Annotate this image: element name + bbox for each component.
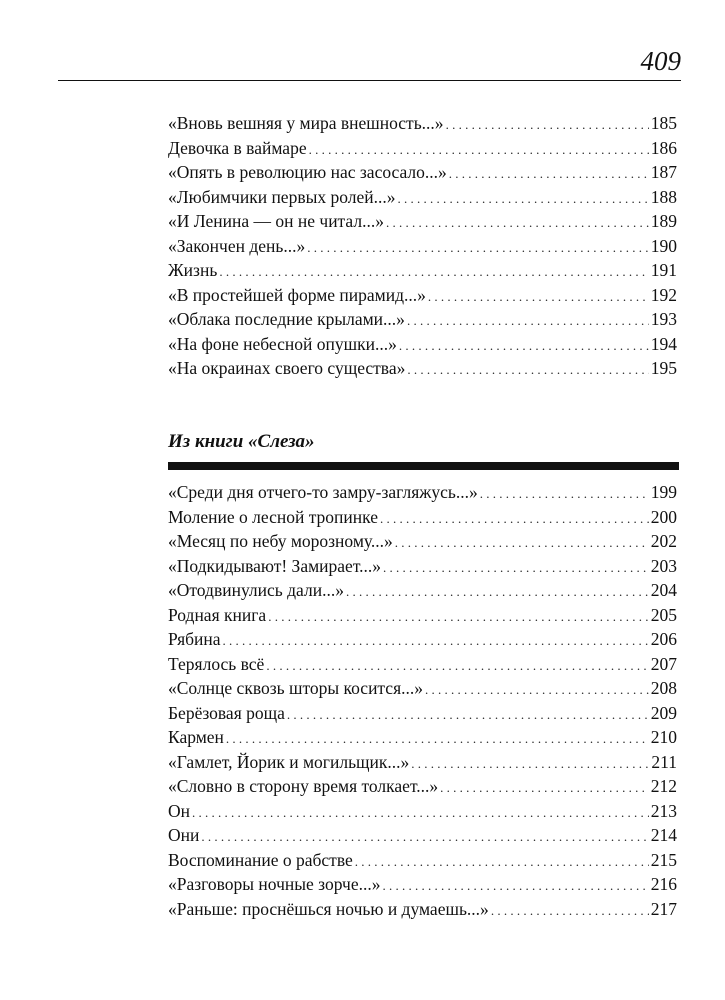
toc-entry-page: 210 xyxy=(650,727,677,747)
toc-entry-title: «В простейшей форме пирамид...» xyxy=(168,284,426,305)
toc-entry xyxy=(168,160,677,185)
toc-entry-page: 195 xyxy=(650,358,677,378)
toc-entry-page: 194 xyxy=(650,333,677,354)
page-number: 409 xyxy=(640,46,681,76)
toc-entry-title: «На фоне небесной опушки...» xyxy=(168,333,397,354)
toc-dot-leader xyxy=(425,678,649,703)
toc-entry xyxy=(168,627,677,652)
toc-entry xyxy=(168,283,677,308)
toc-entry-page: 216 xyxy=(650,874,677,894)
toc-dot-leader xyxy=(395,531,649,556)
toc-dot-leader xyxy=(407,309,649,334)
toc-dot-leader xyxy=(382,874,648,899)
toc-entry-title: «Опять в революцию нас засосало...» xyxy=(168,162,447,182)
toc-entry-page: 204 xyxy=(650,580,677,600)
toc-dot-leader xyxy=(307,236,649,261)
section-divider-bar xyxy=(168,462,679,470)
toc-entry xyxy=(168,676,677,701)
toc-entry-title: «Облака последние крылами...» xyxy=(168,309,405,329)
toc-entry-page: 209 xyxy=(650,702,677,723)
toc-entry xyxy=(168,332,677,357)
toc-entry xyxy=(168,258,677,283)
toc-entry xyxy=(168,872,677,897)
toc-entry-page: 206 xyxy=(650,629,677,649)
toc-entry-title: «Любимчики первых ролей...» xyxy=(168,186,396,207)
toc-dot-leader xyxy=(386,211,649,236)
toc-entry-title: «Подкидывают! Замирает...» xyxy=(168,555,382,576)
toc-entry-title: Терялось всё xyxy=(168,653,265,674)
toc-entry-title: «Среди дня отчего-то замру-загляжусь...» xyxy=(168,482,478,502)
toc-entry xyxy=(168,603,677,628)
toc-entry-title: Родная книга xyxy=(168,604,267,625)
toc-entry-title: Он xyxy=(168,800,191,821)
toc-entry xyxy=(168,823,677,848)
section-heading: Из книги «Слеза» xyxy=(168,431,315,452)
toc-list-second xyxy=(168,480,677,921)
toc-dot-leader xyxy=(226,727,649,752)
toc-dot-leader xyxy=(287,703,649,728)
toc-dot-leader xyxy=(480,482,649,507)
toc-entry xyxy=(168,652,677,677)
toc-entry-title: Кармен xyxy=(168,727,224,747)
toc-entry-title: «Закончен день...» xyxy=(168,235,306,256)
toc-entry-title: «Словно в сторону время толкает...» xyxy=(168,776,439,796)
toc-entry-page: 202 xyxy=(650,531,677,551)
toc-dot-leader xyxy=(449,162,649,187)
toc-entry-page: 187 xyxy=(650,162,677,182)
toc-entry xyxy=(168,750,677,775)
toc-entry xyxy=(168,554,677,579)
toc-entry-title: Они xyxy=(168,825,200,845)
toc-dot-leader xyxy=(346,580,649,605)
toc-entry-page: 193 xyxy=(650,309,677,329)
toc-dot-leader xyxy=(428,285,649,310)
toc-entry xyxy=(168,209,677,234)
toc-entry-page: 212 xyxy=(650,776,677,796)
toc-dot-leader xyxy=(355,850,649,875)
toc-entry-page: 208 xyxy=(650,678,677,698)
toc-dot-leader xyxy=(266,654,648,679)
toc-entry-title: Девочка в ваймаре xyxy=(168,137,307,158)
toc-entry-page: 207 xyxy=(650,653,677,674)
header-rule xyxy=(58,80,681,81)
toc-entry-page: 217 xyxy=(650,898,677,919)
toc-entry-page: 191 xyxy=(650,260,677,280)
toc-entry-page: 192 xyxy=(650,284,677,305)
toc-entry xyxy=(168,111,677,136)
toc-entry xyxy=(168,725,677,750)
toc-entry xyxy=(168,578,677,603)
toc-entry-title: Рябина xyxy=(168,629,221,649)
toc-dot-leader xyxy=(268,605,649,630)
toc-entry-title: Воспоминание о рабстве xyxy=(168,849,353,870)
toc-entry-title: «Раньше: проснёшься ночью и думаешь...» xyxy=(168,898,489,919)
toc-dot-leader xyxy=(309,138,649,163)
toc-entry xyxy=(168,848,677,873)
toc-dot-leader xyxy=(399,334,649,359)
toc-entry-title: «Месяц по небу морозному...» xyxy=(168,531,393,551)
toc-entry-title: «Отодвинулись дали...» xyxy=(168,580,344,600)
toc-entry xyxy=(168,234,677,259)
toc-entry-page: 199 xyxy=(650,482,677,502)
toc-dot-leader xyxy=(192,801,649,826)
toc-entry xyxy=(168,529,677,554)
toc-entry-title: «Гамлет, Йорик и могильщик...» xyxy=(168,751,410,772)
toc-entry-page: 200 xyxy=(650,506,677,527)
toc-entry xyxy=(168,701,677,726)
toc-entry-title: «На окраинах своего существа» xyxy=(168,358,406,378)
toc-dot-leader xyxy=(383,556,649,581)
toc-entry xyxy=(168,480,677,505)
toc-entry-page: 190 xyxy=(650,235,677,256)
toc-dot-leader xyxy=(380,507,649,532)
toc-list-first xyxy=(168,111,677,381)
toc-dot-leader xyxy=(407,358,648,383)
toc-entry xyxy=(168,356,677,381)
toc-entry-page: 203 xyxy=(650,555,677,576)
toc-entry xyxy=(168,505,677,530)
toc-entry-page: 214 xyxy=(650,825,677,845)
toc-entry-page: 189 xyxy=(650,211,677,231)
toc-entry-page: 205 xyxy=(650,604,677,625)
toc-entry-title: «Солнце сквозь шторы косится...» xyxy=(168,678,423,698)
toc-entry-page: 185 xyxy=(650,113,677,133)
toc-entry-title: Жизнь xyxy=(168,260,218,280)
toc-dot-leader xyxy=(446,113,649,138)
toc-entry-title: Берёзовая роща xyxy=(168,702,285,723)
toc-entry xyxy=(168,799,677,824)
toc-entry xyxy=(168,136,677,161)
toc-entry-page: 188 xyxy=(650,186,677,207)
toc-dot-leader xyxy=(223,629,649,654)
toc-entry xyxy=(168,897,677,922)
toc-entry-page: 186 xyxy=(650,137,677,158)
toc-dot-leader xyxy=(397,187,648,212)
toc-dot-leader xyxy=(201,825,648,850)
toc-entry xyxy=(168,774,677,799)
toc-dot-leader xyxy=(491,899,649,924)
toc-dot-leader xyxy=(219,260,648,285)
toc-dot-leader xyxy=(440,776,649,801)
toc-entry-title: «И Ленина — он не читал...» xyxy=(168,211,384,231)
toc-dot-leader xyxy=(411,752,649,777)
toc-entry-title: «Вновь вешняя у мира внешность...» xyxy=(168,113,444,133)
toc-entry-page: 215 xyxy=(650,849,677,870)
toc-entry xyxy=(168,185,677,210)
toc-entry-page: 213 xyxy=(650,800,677,821)
toc-entry-title: Моление о лесной тропинке xyxy=(168,506,378,527)
toc-entry-page: 211 xyxy=(651,751,677,772)
toc-entry-title: «Разговоры ночные зорче...» xyxy=(168,874,381,894)
toc-entry xyxy=(168,307,677,332)
